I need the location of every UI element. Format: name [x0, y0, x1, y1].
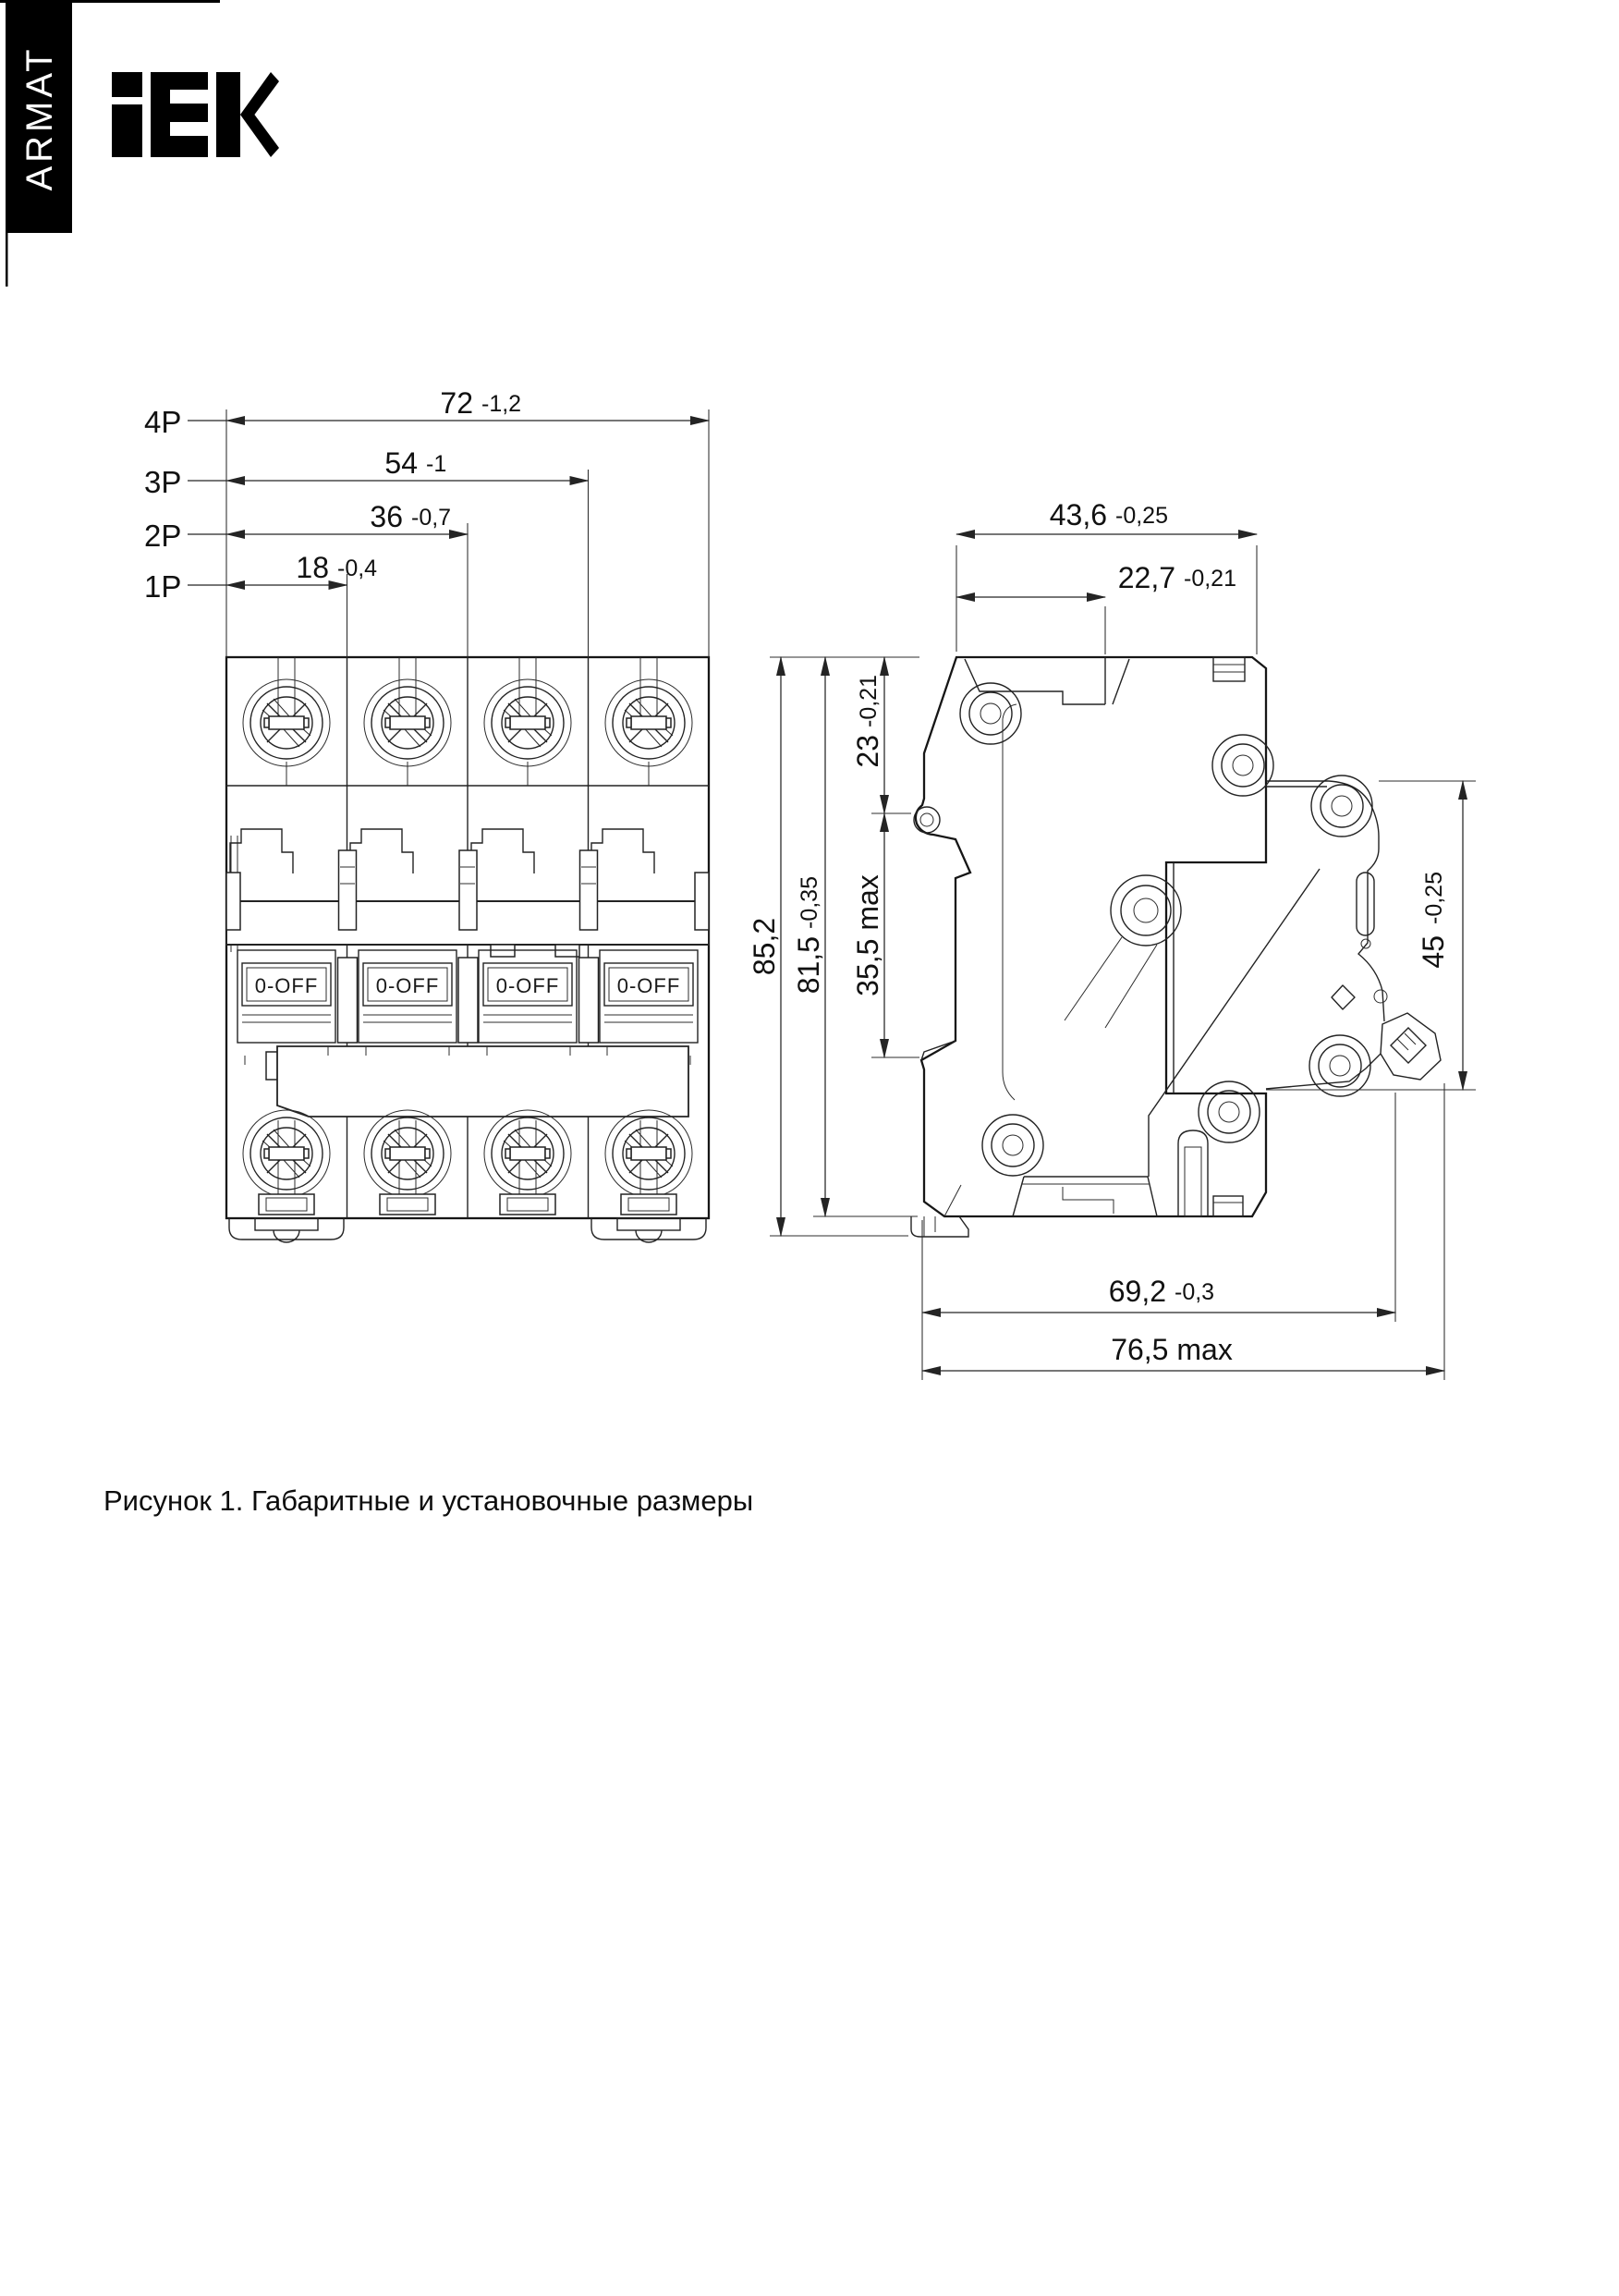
dim-value-4p: 72 — [440, 386, 473, 420]
boss-clip-bottom — [1309, 1035, 1370, 1096]
armat-vertical-label: ARMAT — [19, 45, 60, 191]
dim-value-45: 45 — [1417, 935, 1450, 969]
boss-clip-top — [1311, 776, 1372, 837]
dim-tol-815: -0,35 — [797, 876, 822, 929]
iek-logo-icon — [112, 72, 279, 157]
handle-bar — [245, 1046, 690, 1117]
din-feet — [229, 1218, 706, 1242]
dim-label-4p: 4P — [144, 405, 182, 439]
dim-tol-4p: -1,2 — [481, 391, 522, 417]
dim-label-1p: 1P — [144, 569, 182, 604]
dim-value-852: 85,2 — [748, 917, 781, 976]
dim-value-1p: 18 — [296, 551, 329, 584]
dim-value-227: 22,7 — [1117, 561, 1175, 594]
dim-value-355: 35,5 max — [851, 874, 884, 996]
front-dimensions — [144, 386, 709, 657]
dim-tol-436: -0,25 — [1115, 503, 1168, 529]
dim-tol-227: -0,21 — [1184, 566, 1236, 592]
dim-value-436: 43,6 — [1049, 498, 1107, 531]
dim-tol-1p: -0,4 — [337, 556, 378, 581]
dim-value-3p: 54 — [384, 446, 418, 480]
dim-tol-45: -0,25 — [1421, 872, 1447, 924]
dim-value-765: 76,5 max — [1111, 1333, 1233, 1366]
switch-label-2: 0-OFF — [375, 974, 440, 997]
figure-caption: Рисунок 1. Габаритные и установочные размеры — [103, 1484, 754, 1517]
dim-value-23: 23 — [851, 735, 884, 768]
terminal-flag — [1381, 1013, 1441, 1080]
dim-value-815: 81,5 — [792, 936, 825, 995]
dim-tol-2p: -0,7 — [411, 505, 452, 531]
dim-tol-3p: -1 — [426, 451, 447, 477]
left-rule — [6, 233, 8, 287]
dim-tol-692: -0,3 — [1175, 1279, 1215, 1305]
dim-label-3p: 3P — [144, 465, 182, 499]
front-view — [144, 386, 709, 1242]
dim-value-692: 69,2 — [1108, 1275, 1166, 1308]
din-clip — [1266, 781, 1441, 1089]
brand-area — [0, 0, 279, 287]
side-view — [748, 498, 1476, 1380]
dim-tol-23: -0,21 — [856, 675, 882, 727]
switch-label-3: 0-OFF — [495, 974, 560, 997]
switch-label-4: 0-OFF — [616, 974, 681, 997]
side-body-outline — [916, 657, 1266, 1216]
switch-label-1: 0-OFF — [254, 974, 319, 997]
dim-label-2p: 2P — [144, 519, 182, 553]
dim-value-2p: 36 — [370, 500, 403, 533]
